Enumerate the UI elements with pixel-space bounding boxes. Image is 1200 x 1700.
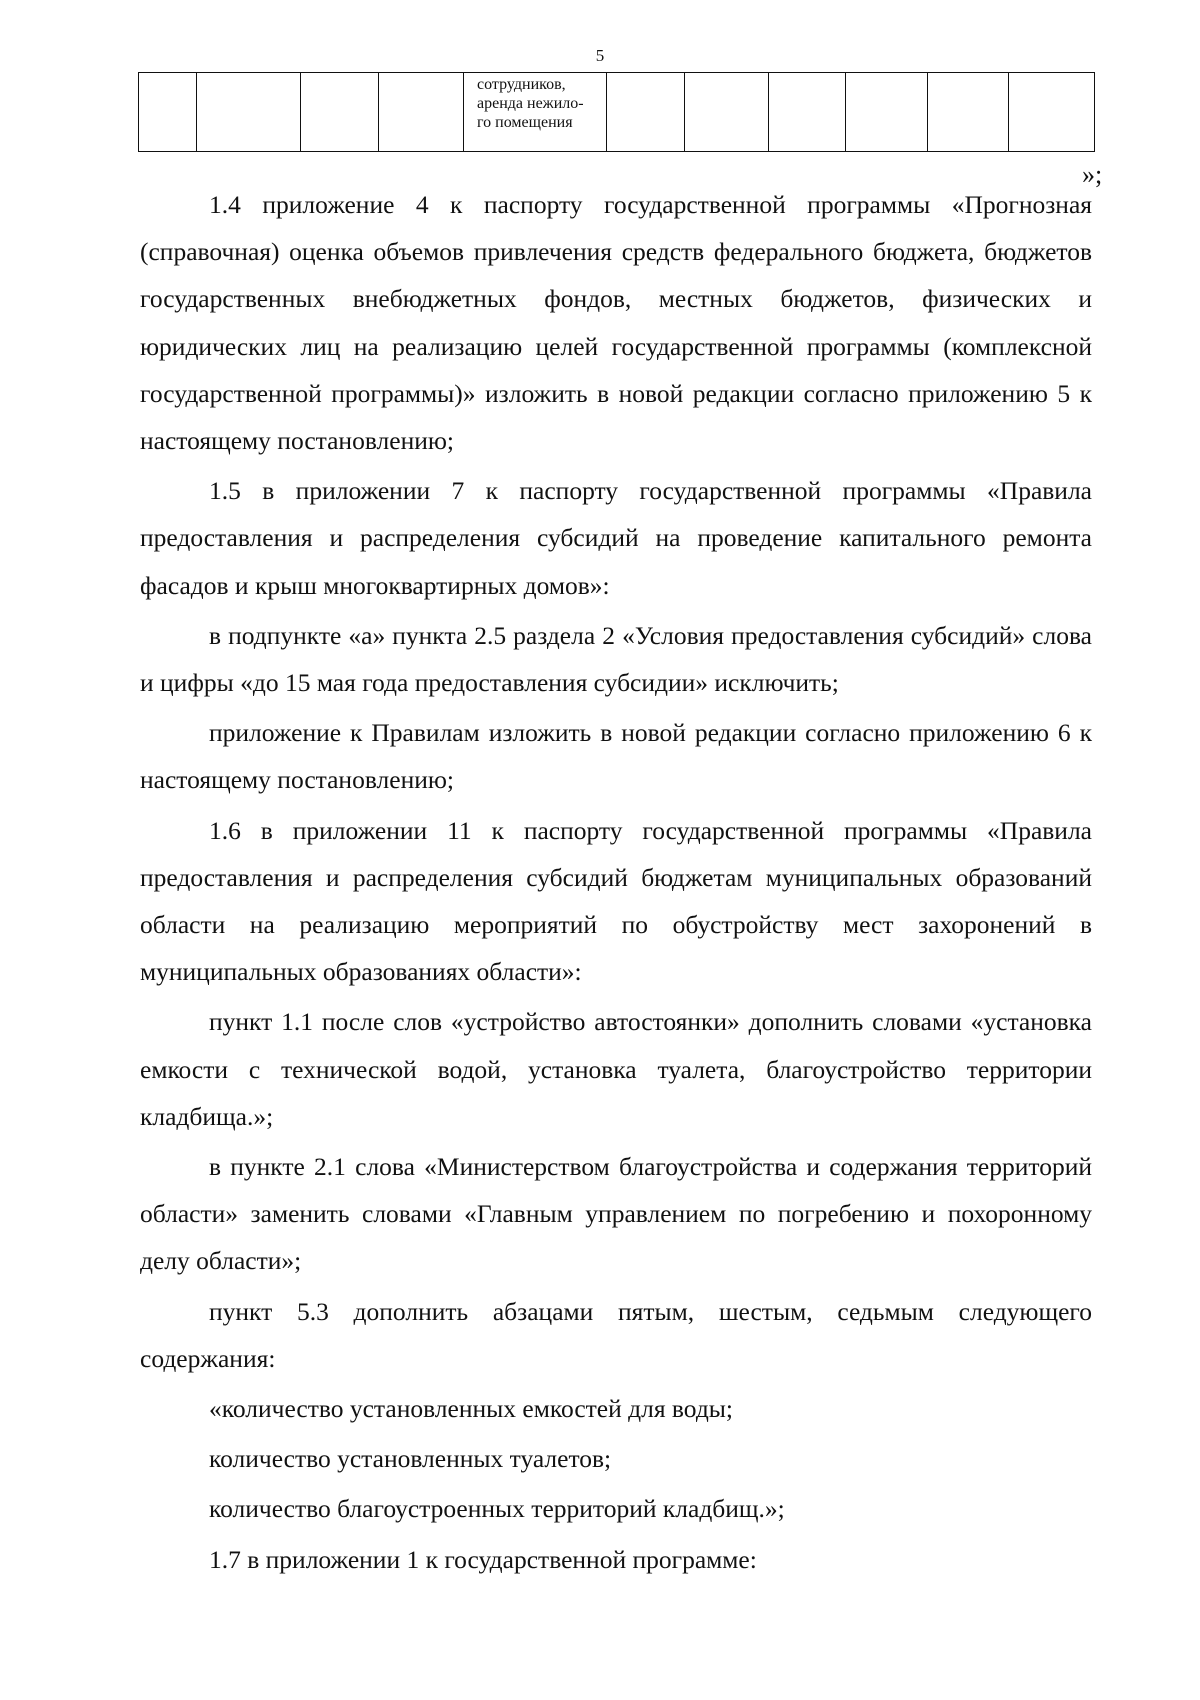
- table-cell: [685, 73, 769, 152]
- table-cell-text: [464, 73, 607, 152]
- table-cell: [379, 73, 464, 152]
- table-cell: [928, 73, 1009, 152]
- cell-line: аренда нежило-: [477, 95, 584, 112]
- closing-quote: »;: [1082, 160, 1103, 189]
- table-cell: [769, 73, 846, 152]
- paragraph-1-4: 1.4 приложение 4 к паспорту государственной программы «Прогнозная (справочная) оценка объемов привлечения средств федерального бюджета, бюджетов государственных внебюджетных фондов, местных бюджетов, физических и юридических лиц на реализацию целей государственной программы (комплексной государственной программы)» изложить в новой редакции согласно приложению 5 к настоящему постановлению;: [140, 190, 1092, 456]
- paragraph-1-7: 1.7 в приложении 1 к государственной программе:: [209, 1544, 757, 1574]
- cell-line: сотрудников,: [477, 76, 566, 93]
- table-row: [139, 73, 1095, 152]
- document-body: [140, 181, 1092, 1583]
- table-cell: [197, 73, 301, 152]
- paragraph-cemeteries: количество благоустроенных территорий кладбищ.»;: [209, 1494, 785, 1524]
- paragraph-point-2-1: в пункте 2.1 слова «Министерством благоустройства и содержания территорий области» заменить словами «Главным управлением по погребению и похоронному делу области»;: [140, 1152, 1092, 1276]
- paragraph-water-tanks: «количество установленных емкостей для воды;: [209, 1394, 734, 1424]
- table-cell: [139, 73, 197, 152]
- paragraph-1-5: 1.5 в приложении 7 к паспорту государственной программы «Правила предоставления и распределения субсидий на проведение капитального ремонта фасадов и крыш многоквартирных домов»:: [140, 476, 1092, 600]
- table-cell: [846, 73, 928, 152]
- paragraph-point-5-3: пункт 5.3 дополнить абзацами пятым, шестым, седьмым следующего содержания:: [140, 1296, 1092, 1373]
- table-cell: [1009, 73, 1095, 152]
- page-number: 5: [595, 46, 605, 65]
- table-cell: [607, 73, 685, 152]
- cell-line: го помещения: [477, 114, 573, 131]
- paragraph-subpoint-a: в подпункте «а» пункта 2.5 раздела 2 «Условия предоставления субсидий» слова и цифры «до 15 мая года предоставления субсидии» исключить;: [140, 620, 1092, 698]
- paragraph-1-6: 1.6 в приложении 11 к паспорту государственной программы «Правила предоставления и распределения субсидий бюджетам муниципальных образований области на реализацию мероприятий по обустройству мест захоронений в муниципальных образованиях области»:: [140, 815, 1092, 987]
- paragraph-point-1-1: пункт 1.1 после слов «устройство автостоянки» дополнить словами «установка емкости с технической водой, установка туалета, благоустройство территории кладбища.»;: [140, 1007, 1092, 1131]
- table-cell: [301, 73, 379, 152]
- paragraph-toilets: количество установленных туалетов;: [209, 1444, 612, 1474]
- paragraph-annex-rules: приложение к Правилам изложить в новой редакции согласно приложению 6 к настоящему постановлению;: [140, 718, 1092, 795]
- continuation-table: [138, 72, 1095, 152]
